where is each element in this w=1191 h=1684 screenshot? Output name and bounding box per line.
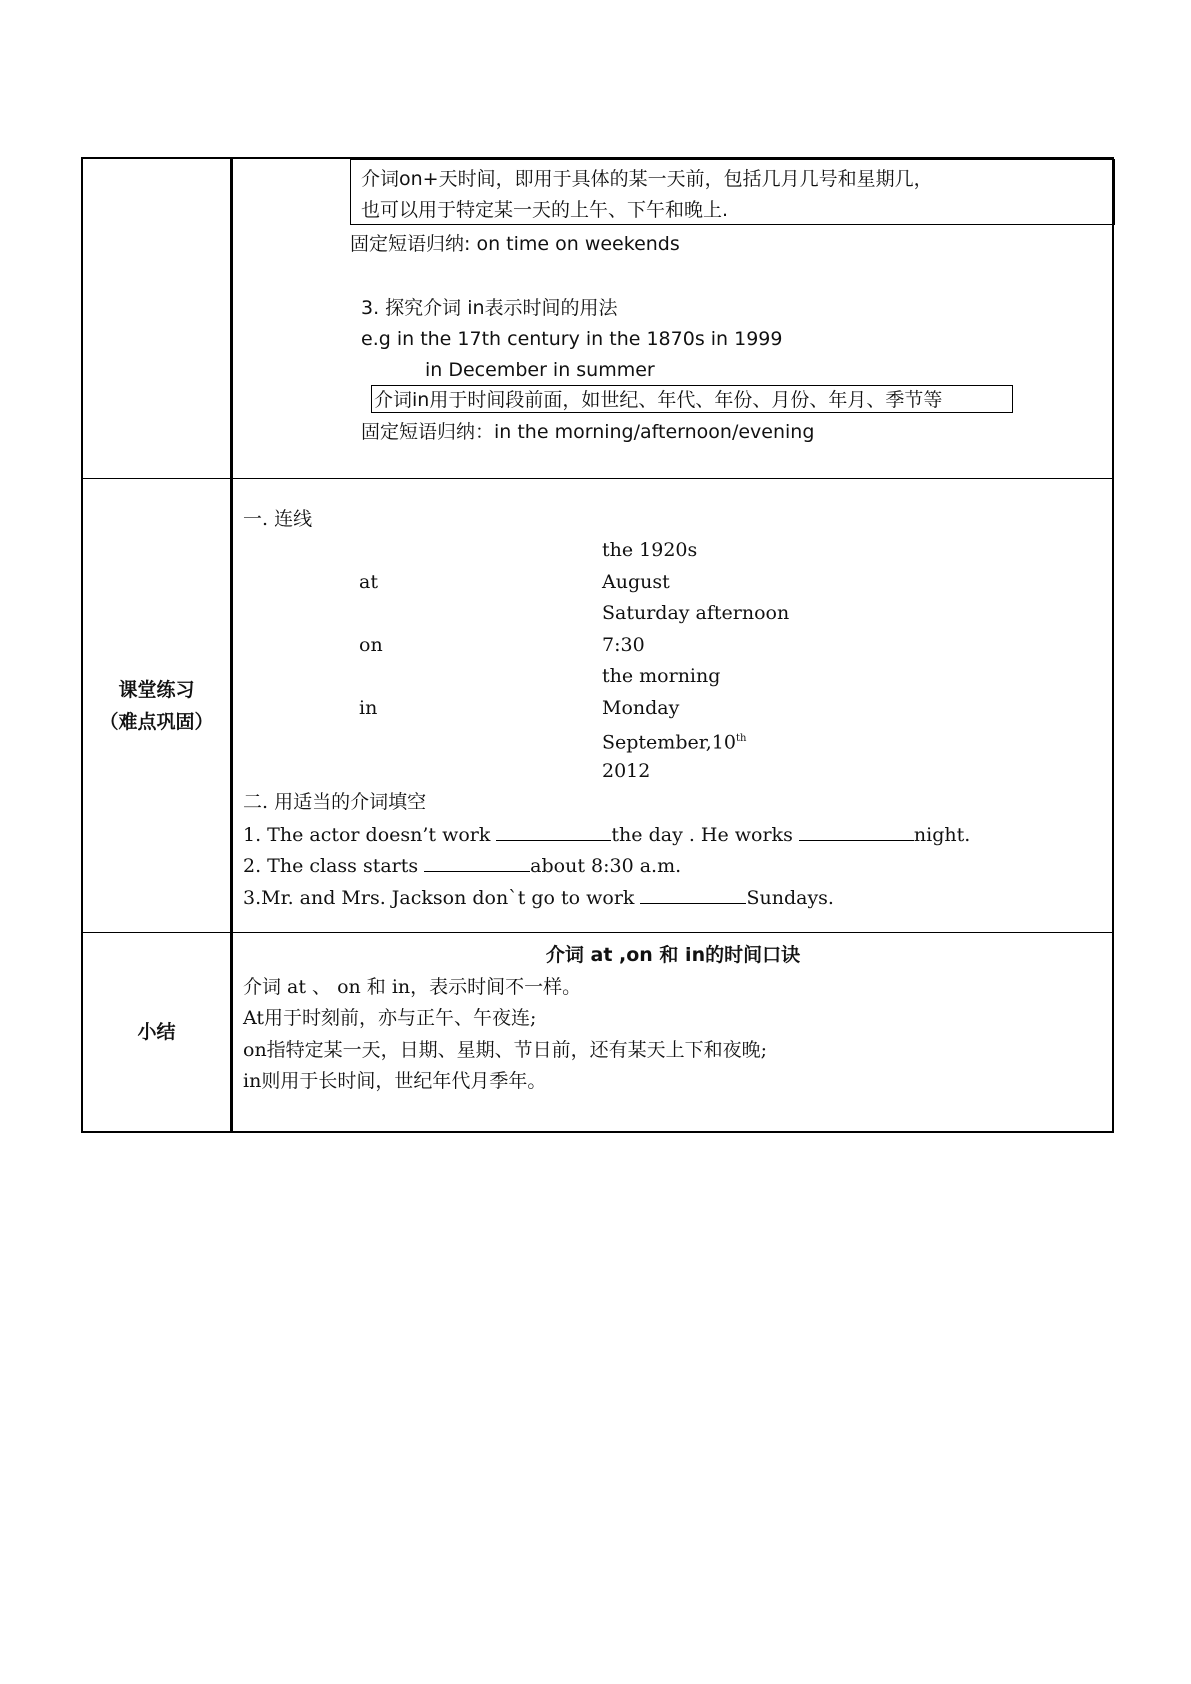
summary-title: 介词 at ,on 和 in的时间口诀 bbox=[545, 944, 801, 966]
q1-text-b: the day . He works bbox=[611, 824, 799, 846]
summary-cell bbox=[233, 933, 1112, 1131]
practice-label-line1: 课堂练习 bbox=[118, 678, 195, 701]
date-superscript: th bbox=[735, 733, 747, 744]
on-fixed-phrases: 固定短语归纳: on time on weekends bbox=[350, 233, 680, 255]
question-2 bbox=[243, 853, 681, 878]
match-right-item: 7:30 bbox=[602, 634, 645, 656]
q2-text-b: about 8:30 a.m. bbox=[530, 855, 682, 877]
match-right-item: the morning bbox=[602, 665, 721, 687]
lesson-table bbox=[81, 157, 1114, 1133]
row-preposition-rules bbox=[83, 159, 1112, 478]
summary-line4: in则用于长时间，世纪年代月季年。 bbox=[243, 1070, 547, 1092]
row-summary bbox=[83, 932, 1112, 1131]
practice-label bbox=[83, 479, 233, 932]
match-right-item: Saturday afternoon bbox=[602, 602, 790, 624]
q3-text-a: 3.Mr. and Mrs. Jackson don`t go to work bbox=[243, 887, 641, 909]
match-left-in: in bbox=[359, 697, 378, 719]
on-rule-line2: 也可以用于特定某一天的上午、下午和晚上. bbox=[361, 199, 729, 221]
practice-label-line2: （难点巩固） bbox=[99, 710, 214, 733]
match-right-item: Monday bbox=[602, 697, 680, 719]
match-right-item: 2012 bbox=[602, 760, 651, 782]
q2-blank[interactable] bbox=[424, 853, 530, 872]
match-right-item-date bbox=[602, 727, 746, 754]
in-rule-text: 介词in用于时间段前面，如世纪、年代、年份、月份、年月、季节等 bbox=[374, 389, 943, 411]
matching-title: 一. 连线 bbox=[243, 508, 313, 530]
q3-blank[interactable] bbox=[640, 885, 746, 904]
question-3 bbox=[243, 885, 834, 910]
in-usage-heading: 3. 探究介词 in表示时间的用法 bbox=[361, 297, 618, 319]
match-left-at: at bbox=[359, 571, 378, 593]
summary-line2: At用于时刻前，亦与正午、午夜连; bbox=[243, 1007, 537, 1029]
q1-text-a: 1. The actor doesn’t work bbox=[243, 824, 497, 846]
summary-label: 小结 bbox=[83, 933, 233, 1131]
row-practice bbox=[83, 478, 1112, 932]
q1-blank-2[interactable] bbox=[799, 822, 914, 841]
summary-line1: 介词 at 、 on 和 in，表示时间不一样。 bbox=[243, 976, 582, 998]
match-right-item: August bbox=[602, 571, 670, 593]
q1-text-c: night. bbox=[913, 824, 971, 846]
on-rule-line1: 介词on+天时间，即用于具体的某一天前，包括几月几号和星期几， bbox=[361, 168, 933, 190]
q1-blank-1[interactable] bbox=[496, 822, 611, 841]
practice-cell bbox=[233, 479, 1112, 932]
match-left-on: on bbox=[359, 634, 383, 656]
in-fixed-phrases: 固定短语归纳：in the morning/afternoon/evening bbox=[361, 421, 815, 443]
in-examples-line2: in December in summer bbox=[425, 359, 655, 381]
question-1 bbox=[243, 822, 970, 847]
date-text: September,10 bbox=[602, 731, 736, 754]
preposition-rules-cell bbox=[233, 159, 1112, 478]
match-right-item: the 1920s bbox=[602, 539, 698, 561]
row-label-empty bbox=[83, 159, 233, 478]
q3-text-b: Sundays. bbox=[746, 887, 834, 909]
summary-line3: on指特定某一天，日期、星期、节日前，还有某天上下和夜晚; bbox=[243, 1039, 768, 1061]
in-examples-line1: e.g in the 17th century in the 1870s in 1999 bbox=[361, 328, 783, 350]
fill-blank-title: 二. 用适当的介词填空 bbox=[243, 791, 427, 813]
q2-text-a: 2. The class starts bbox=[243, 855, 425, 877]
